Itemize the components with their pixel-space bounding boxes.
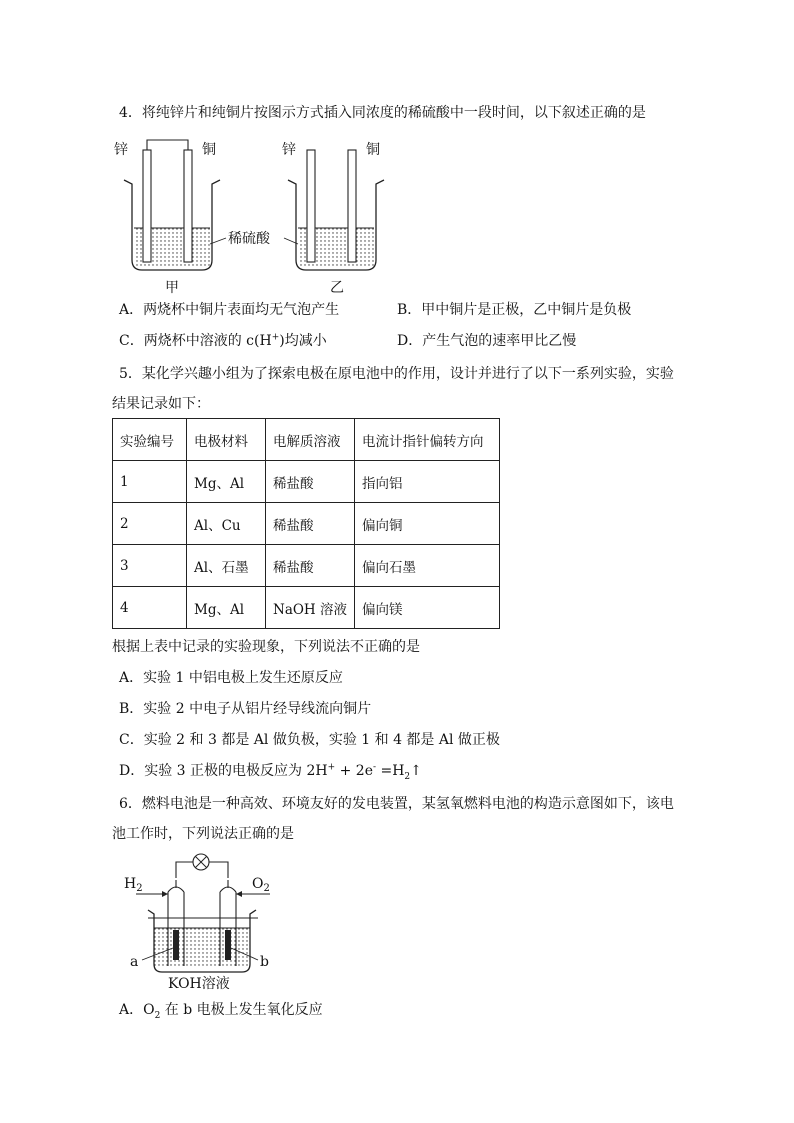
beaker-jia xyxy=(114,140,220,296)
table-cell: 偏向石墨 xyxy=(355,545,500,587)
acid-label: 稀硫酸 xyxy=(228,231,270,247)
label-zn-yi: 锌 xyxy=(282,142,296,158)
table-cell: 指向铝 xyxy=(355,461,500,503)
q5-option-d-sup1: + xyxy=(327,762,336,773)
q4-stem: 4．将纯锌片和纯铜片按图示方式插入同浓度的稀硫酸中一段时间，以下叙述正确的是 xyxy=(119,105,646,121)
q5-option-d-arrow: ↑ xyxy=(410,763,422,779)
table-header-row xyxy=(113,419,500,461)
label-zn-jia: 锌 xyxy=(114,142,128,158)
table-cell: Mg、Al xyxy=(187,587,266,629)
q5-option-a[interactable]: A．实验 1 中铝电极上发生还原反应 xyxy=(119,670,343,686)
q4-option-c-prefix: C．两烧杯中溶液的 c(H xyxy=(119,333,272,349)
q6-stem-line2: 池工作时，下列说法正确的是 xyxy=(112,826,294,842)
table-row xyxy=(113,503,500,545)
table-cell: 3 xyxy=(113,545,187,587)
q6-stem-line1: 6．燃料电池是一种高效、环境友好的发电装置，某氢氧燃料电池的构造示意图如下，该电 xyxy=(119,796,674,812)
wire-jia xyxy=(147,140,188,150)
q4-option-a[interactable]: A．两烧杯中铜片表面均无气泡产生 xyxy=(119,302,340,318)
q5-option-d-prefix: D．实验 3 正极的电极反应为 2H xyxy=(119,763,328,779)
q5-option-c[interactable]: C．实验 2 和 3 都是 Al 做负极，实验 1 和 4 都是 Al 做正极 xyxy=(119,732,500,748)
table-cell: NaOH 溶液 xyxy=(266,587,355,629)
table-cell: Mg、Al xyxy=(187,461,266,503)
label-yi: 乙 xyxy=(330,280,344,296)
lamp-icon xyxy=(193,854,209,870)
table-header-cell: 电极材料 xyxy=(187,419,266,461)
q5-option-d-sub: 2 xyxy=(404,771,411,782)
beaker-yi xyxy=(282,141,384,296)
table-cell: 稀盐酸 xyxy=(266,503,355,545)
experiment-table xyxy=(112,418,500,629)
copper-strip-jia xyxy=(184,150,192,262)
table-cell: 偏向镁 xyxy=(355,587,500,629)
q6-option-a-suffix: 在 b 电极上发生氧化反应 xyxy=(160,1002,323,1018)
q5-option-d-eq: =H xyxy=(376,763,405,779)
q5-option-d[interactable] xyxy=(119,762,422,780)
table-cell: 稀盐酸 xyxy=(266,545,355,587)
label-electrode-a: a xyxy=(130,954,139,970)
label-o2: $O_2$ xyxy=(252,876,270,894)
electrode-b xyxy=(225,930,231,960)
q5-option-b[interactable]: B．实验 2 中电子从铝片经导线流向铜片 xyxy=(119,701,372,717)
q6-option-a-sub: 2 xyxy=(154,1010,161,1021)
label-h2: $H_2$ xyxy=(124,876,143,894)
table-cell: Al、石墨 xyxy=(187,545,266,587)
q4-option-c[interactable] xyxy=(119,332,327,350)
table-header-cell: 电解质溶液 xyxy=(266,419,355,461)
q4-option-c-sup: + xyxy=(271,332,280,343)
q6-option-a[interactable] xyxy=(119,1001,323,1019)
table-cell: Al、Cu xyxy=(187,503,266,545)
electrode-a xyxy=(173,930,179,960)
zinc-strip-jia xyxy=(143,150,151,262)
table-row xyxy=(113,461,500,503)
q5-option-d-mid: + 2e xyxy=(335,763,373,779)
copper-strip-yi xyxy=(348,150,356,262)
table-cell: 2 xyxy=(113,503,187,545)
beaker-diagram xyxy=(112,132,412,302)
q6-figure xyxy=(118,848,288,993)
q5-stem-line1: 5．某化学兴趣小组为了探索电极在原电池中的作用，设计并进行了以下一系列实验，实验 xyxy=(119,366,674,382)
table-cell: 4 xyxy=(113,587,187,629)
label-koh-solution: KOH溶液 xyxy=(168,976,230,992)
q5-stem-line2: 结果记录如下： xyxy=(112,396,210,412)
q4-figure xyxy=(112,132,412,302)
table-cell: 偏向铜 xyxy=(355,503,500,545)
table-cell: 1 xyxy=(113,461,187,503)
q4-option-b[interactable]: B．甲中铜片是正极，乙中铜片是负极 xyxy=(397,302,632,318)
table-header-cell: 实验编号 xyxy=(113,419,187,461)
fuel-cell-diagram xyxy=(118,848,288,993)
q5-question: 根据上表中记录的实验现象，下列说法不正确的是 xyxy=(112,639,420,655)
table-cell: 稀盐酸 xyxy=(266,461,355,503)
zinc-strip-yi xyxy=(307,150,315,262)
label-electrode-b: b xyxy=(260,954,269,970)
q4-option-d[interactable]: D．产生气泡的速率甲比乙慢 xyxy=(397,333,577,349)
q6-option-a-prefix: A．O xyxy=(119,1002,155,1018)
q4-option-c-suffix: )均减小 xyxy=(279,333,327,349)
q5-option-d-sup2: - xyxy=(372,762,377,773)
label-cu-jia: 铜 xyxy=(202,142,216,158)
label-cu-yi: 铜 xyxy=(366,142,380,158)
table-header-cell: 电流计指针偏转方向 xyxy=(355,419,500,461)
label-jia: 甲 xyxy=(165,280,179,296)
table-row xyxy=(113,545,500,587)
table-row xyxy=(113,587,500,629)
